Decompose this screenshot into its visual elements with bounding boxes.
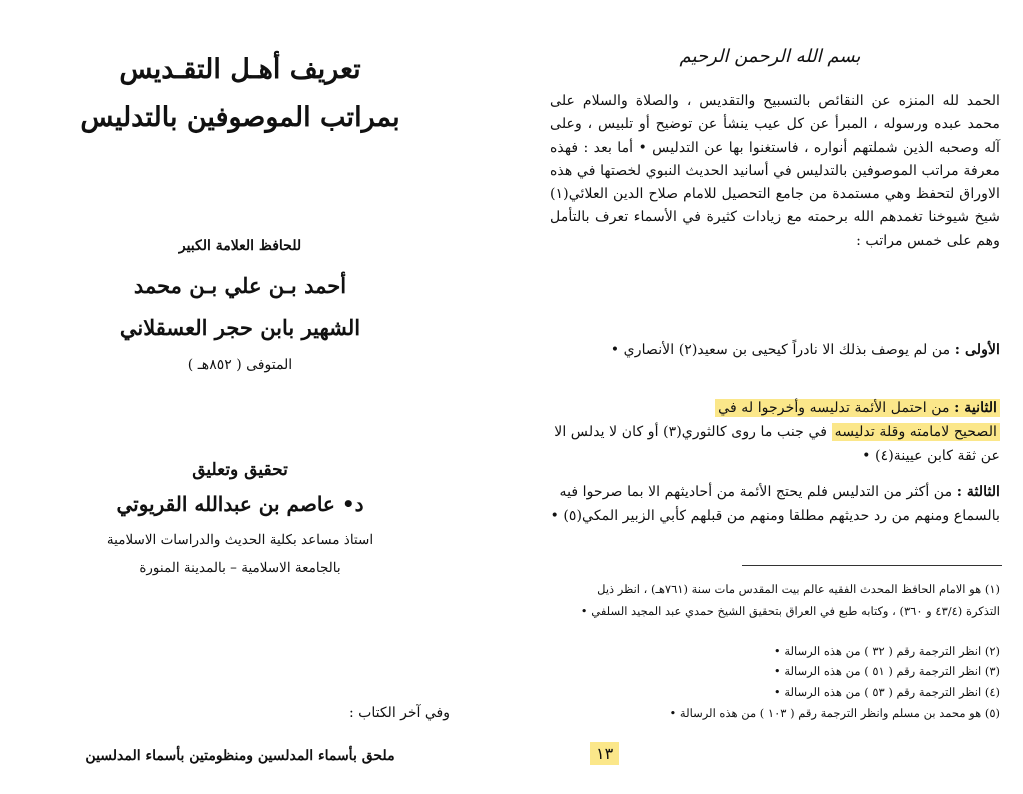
footnote-3: (٣) انظر الترجمة رقم ( ٥١ ) من هذه الرسالة • [773, 664, 1000, 678]
intro-paragraph: الحمد لله المنزه عن النقائص بالتسبيح والتقديس ، والصلاة والسلام على محمد عبده ورسوله ، المبرأ عن كل عيب ينشأ عن توضيح أو تلبيس ، وعلى آله وصحبه الذين شملتهم أنواره ، فاستغنوا بها عن التدليس • أما بعد : فهذه معرفة مراتب الموصوفين بالتدليس في أسانيد الحديث النبوي لخصتها في هذه الاوراق لتحفظ وهي مستمدة من جامع التحصيل للامام صلاح الدين العلائي(١) شيخ شيوخنا تغمدهم الله برحمته مع زيادات كثيرة في الأسماء تعرف بالتأمل وهم على خمس مراتب : [550, 93, 1000, 249]
appendix-title: ملحق بأسماء المدلسين ومنظومتين بأسماء المدلسين [85, 748, 395, 764]
author-prefix: للحافظ العلامة الكبير [178, 238, 302, 254]
rank-second [550, 396, 1000, 468]
book-title-line2: بمراتب الموصوفين بالتدليس [80, 102, 400, 133]
death-date: المتوفى ( ٨٥٢هـ ) [187, 357, 293, 373]
title-page [0, 0, 500, 794]
rank-second-label: الثانية : [954, 400, 997, 416]
editor-affiliation-2: بالجامعة الاسلامية – بالمدينة المنورة [139, 560, 341, 576]
edition-label: تحقيق وتعليق [192, 460, 288, 480]
rank-second-text: في جنب ما روى كالثوري(٣) أو كان لا يدلس الا عن ثقة كابن عيينة(٤) • [554, 424, 1000, 464]
rank-first-label: الأولى : [954, 342, 1000, 358]
rank-first-text: من لم يوصف بذلك الا نادراً كيحيى بن سعيد(٢) الأنصاري • [610, 342, 951, 358]
rank-second-highlight-2: الصحيح لامامته وقلة تدليسه [832, 423, 1000, 441]
footnote-5: (٥) هو محمد بن مسلم وانظر الترجمة رقم ( ١٠٣ ) من هذه الرسالة • [669, 706, 1000, 720]
text-page [520, 0, 1023, 794]
editor-name: د• عاصم بن عبدالله القريوتي [116, 492, 364, 516]
rank-third-text: من أكثر من التدليس فلم يحتج الأئمة من أحاديثهم الا بما صرحوا فيه بالسماع ومنهم من رد حديثهم مطلقا ومنهم من قبلهم كأبي الزبير المكي(٥) • [550, 484, 1000, 524]
footnote-2: (٢) انظر الترجمة رقم ( ٣٢ ) من هذه الرسالة • [773, 644, 1000, 658]
footnote-1: (١) هو الامام الحافظ المحدث الفقيه عالم بيت المقدس مات سنة (٧٦١هـ) ، انظر ذيل التذكرة (٤٣/٤ و ٣٦٠) ، وكتابه طبع في العراق بتحقيق الشيخ حمدي عبد المجيد السلفي • [580, 582, 1000, 618]
footnote-divider [742, 565, 1002, 566]
rank-third [550, 480, 1000, 528]
author-name: أحمد بـن علي بـن محمد [133, 273, 347, 298]
rank-second-highlight-1: من احتمل الأئمة تدليسه وأخرجوا له في [718, 400, 950, 416]
editor-affiliation-1: استاذ مساعد بكلية الحديث والدراسات الاسلامية [106, 532, 374, 548]
appendix-intro: وفي آخر الكتاب : [348, 705, 450, 721]
highlighted-text-1 [715, 399, 1000, 417]
rank-third-label: الثالثة : [956, 484, 1000, 500]
book-title-line1: تعريف أهـل التقـديس [119, 54, 361, 85]
rank-first [550, 338, 1000, 362]
basmala: بسم الله الرحمن الرحيم [679, 46, 861, 67]
page-number: ١٣ [590, 742, 619, 765]
author-epithet: الشهير بابن حجر العسقلاني [119, 315, 361, 340]
footnote-4: (٤) انظر الترجمة رقم ( ٥٣ ) من هذه الرسالة • [773, 685, 1000, 699]
